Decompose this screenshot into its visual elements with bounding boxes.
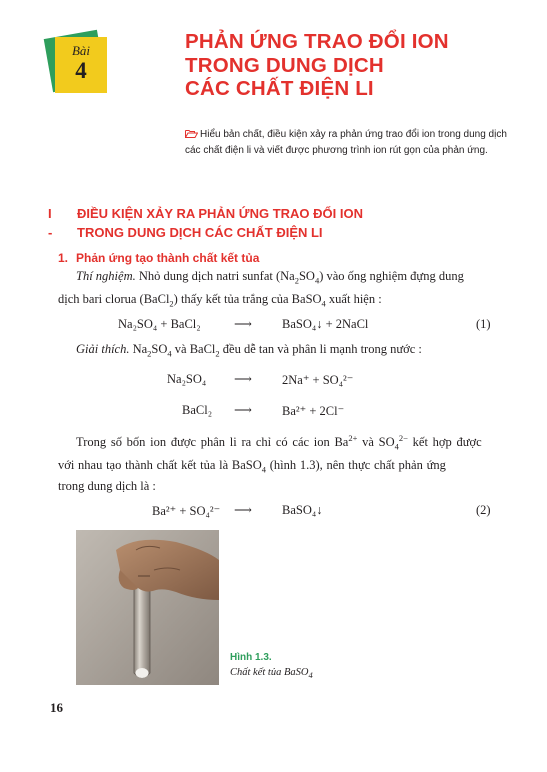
section-title-line: TRONG DUNG DỊCH CÁC CHẤT ĐIỆN LI — [77, 225, 323, 240]
test-tube-photo — [76, 530, 219, 685]
dissociation-bacl2-left: BaCl₂ — [182, 403, 213, 417]
title-line: TRONG DUNG DỊCH — [185, 53, 384, 77]
text-run: SO — [151, 342, 168, 356]
equation-arrow: ⟶ — [234, 372, 252, 386]
lesson-badge — [55, 37, 107, 93]
paragraph-line: trong dung dịch là : — [58, 479, 156, 493]
title-line: CÁC CHẤT ĐIỆN LI — [185, 77, 374, 100]
text-run: xuất hiện : — [325, 292, 382, 306]
subscript: 4 — [308, 670, 313, 681]
subscript: 4 — [321, 298, 326, 309]
lesson-goal — [185, 127, 515, 158]
section-number: I - — [48, 206, 53, 240]
section-title-line: ĐIỀU KIỆN XẢY RA PHẢN ỨNG TRAO ĐỔI ION — [77, 206, 363, 221]
text-run: Trong số bốn ion được phân li ra chỉ có các ion Ba — [76, 435, 349, 449]
title-line: PHẢN ỨNG TRAO ĐỔI ION — [185, 30, 449, 53]
subscript: 4 — [314, 275, 320, 286]
subscript: 4 — [261, 464, 266, 475]
subscript: 4 — [394, 441, 399, 452]
equation-1-number: (1) — [476, 317, 491, 331]
lesson-title — [185, 30, 449, 101]
text-run: ) vào ống nghiệm đựng dung — [319, 269, 464, 283]
figure-caption — [230, 667, 313, 681]
equation-2-left: Ba²⁺ + SO₄²⁻ — [152, 504, 221, 518]
text-run: dịch bari clorua (BaCl — [58, 292, 170, 306]
equation-arrow: ⟶ — [234, 403, 252, 417]
paragraph-line — [58, 455, 446, 476]
equation-2-number: (2) — [476, 503, 491, 517]
text-run: Chất kết tủa BaSO — [230, 667, 309, 678]
explanation-label: Giải thích. — [76, 342, 130, 356]
equation-2-right: BaSO₄↓ — [282, 503, 323, 517]
dissociation-na2so4-right: 2Na⁺ + SO₄²⁻ — [282, 373, 354, 387]
superscript: 2− — [398, 432, 408, 443]
text-run: Na — [129, 342, 148, 356]
page-number: 16 — [50, 700, 63, 715]
subsection-title: Phản ứng tạo thành chất kết tủa — [76, 251, 260, 265]
paragraph-line — [76, 432, 482, 453]
subsection-heading — [58, 251, 259, 265]
text-run: đều dễ tan và phân li mạnh trong nước : — [219, 342, 422, 356]
equation-arrow: ⟶ — [234, 317, 252, 331]
goal-text: Hiểu bản chất, điều kiện xảy ra phản ứng trao đổi ion trong dung dịch các chất điện li và viết được phương trình ion rút gọn của phản ứng. — [185, 129, 507, 156]
experiment-line — [58, 289, 382, 310]
text-run: (hình 1.3), nên thực chất phản ứng — [265, 458, 446, 472]
test-tube-illustration — [76, 530, 219, 685]
folder-icon — [185, 129, 198, 138]
figure-label: Hình 1.3. — [230, 652, 272, 663]
equation-arrow: ⟶ — [234, 503, 252, 517]
superscript: 2+ — [348, 432, 358, 443]
lesson-number: 4 — [75, 58, 87, 83]
subscript: 2 — [215, 348, 220, 359]
text-run: Nhỏ dung dịch natri sunfat (Na — [135, 269, 295, 283]
equation-1-left: Na₂SO₄ + BaCl₂ — [118, 317, 201, 331]
text-run: ) thấy kết tủa trắng của BaSO — [173, 292, 322, 306]
subscript: 4 — [167, 348, 172, 359]
dissociation-na2so4-left: Na₂SO₄ — [167, 372, 207, 386]
text-run: và SO — [357, 435, 395, 449]
experiment-label: Thí nghiệm. — [76, 269, 136, 283]
text-run: kết hợp được — [407, 435, 482, 449]
subsection-number: 1. — [58, 251, 69, 265]
experiment-line — [76, 266, 464, 287]
lesson-label: Bài — [71, 43, 91, 58]
explanation-line — [76, 339, 422, 360]
subscript: 2 — [147, 348, 152, 359]
equation-1-right: BaSO₄↓ + 2NaCl — [282, 317, 369, 331]
text-run: với nhau tạo thành chất kết tủa là BaSO — [58, 458, 262, 472]
dissociation-bacl2-right: Ba²⁺ + 2Cl⁻ — [282, 404, 345, 418]
text-run: và BaCl — [171, 342, 216, 356]
subscript: 2 — [169, 298, 174, 309]
subscript: 2 — [294, 275, 299, 286]
text-run: SO — [298, 269, 315, 283]
